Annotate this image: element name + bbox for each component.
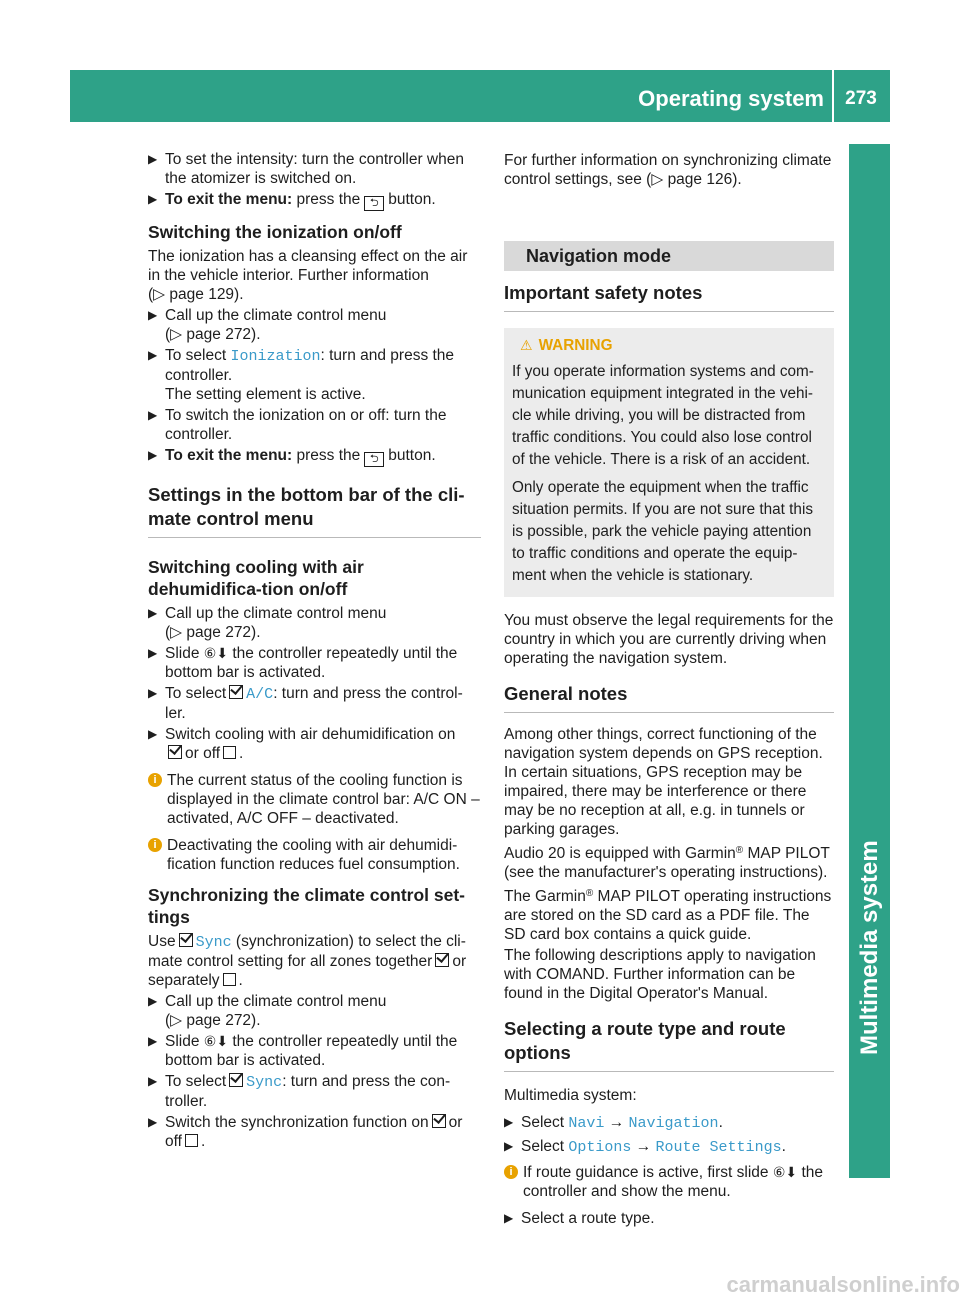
paragraph: Multimedia system: xyxy=(504,1087,637,1104)
arrow-icon: ▶ xyxy=(148,192,158,206)
step: ▶ Slide ⑥⬇ the controller repeatedly until the bottom bar is activated. xyxy=(148,1033,458,1069)
warning-icon: ⚠ xyxy=(520,337,533,353)
step: ▶ Call up the climate control menu (▷ page 272). xyxy=(148,307,387,343)
info-icon: i xyxy=(148,838,162,852)
step: ▶ Call up the climate control menu (▷ page 272). xyxy=(148,605,387,641)
step: ▶ To exit the menu: press the ⮌ button. xyxy=(148,191,436,209)
ref-icon: ▷ xyxy=(170,624,183,641)
ref-icon: ▷ xyxy=(170,326,183,343)
heading-sync: Synchronizing the climate control set-tings xyxy=(148,885,465,927)
ref-icon: ▷ xyxy=(153,286,166,303)
step: ▶ To set the intensity: turn the controller when the atomizer is switched on. xyxy=(148,151,464,187)
side-tab-label: Multimedia system xyxy=(856,840,883,1055)
paragraph: The Garmin® MAP PILOT operating instructions are stored on the SD card as a PDF file. The SD card box contains a quick guide. xyxy=(504,888,832,943)
header-divider xyxy=(832,70,834,122)
warning-text: If you operate information systems and com-munication equipment integrated in the vehi-cle while driving, you will be distracted from traffic conditions. You could also lose control of the vehicle. There is a risk of an accident. xyxy=(512,363,814,468)
heading-general: General notes xyxy=(504,682,834,713)
watermark: carmanualsonline.info xyxy=(726,1272,960,1297)
arrow-icon: ▶ xyxy=(148,994,158,1008)
info-icon: i xyxy=(148,773,162,787)
heading-bottom-bar: Settings in the bottom bar of the cli-mate control menu xyxy=(148,483,481,538)
heading-cooling: Switching cooling with air dehumidifica-tion on/off xyxy=(148,557,364,599)
menu-item-navi: Navi xyxy=(568,1115,605,1132)
arrow-icon: ▶ xyxy=(148,1074,158,1088)
heading-safety: Important safety notes xyxy=(504,281,834,312)
controller-slide-icon: ⑥⬇ xyxy=(203,1033,229,1049)
checkbox-empty-icon xyxy=(223,973,236,986)
checkbox-checked-icon xyxy=(432,1114,446,1128)
paragraph: You must observe the legal requirements for the country in which you are currently driving when operating the navigation system. xyxy=(504,612,834,667)
menu-item-sync: Sync xyxy=(195,934,232,951)
arrow-icon: ▶ xyxy=(148,646,158,660)
arrow-icon: ▶ xyxy=(148,152,158,166)
step: ▶ To select A/C: turn and press the control-ler. xyxy=(148,685,463,722)
paragraph: Audio 20 is equipped with Garmin® MAP PILOT (see the manufacturer's operating instructions). xyxy=(504,845,830,881)
step: ▶ To switch the ionization on or off: turn the controller. xyxy=(148,407,447,443)
menu-item-options: Options xyxy=(568,1139,632,1156)
arrow-icon: ▶ xyxy=(148,308,158,322)
menu-item-ionization: Ionization xyxy=(230,348,321,365)
arrow-icon: ▶ xyxy=(148,408,158,422)
section-title: Operating system xyxy=(638,86,824,111)
arrow-icon: ▶ xyxy=(148,727,158,741)
ref-icon: ▷ xyxy=(170,1012,183,1029)
menu-item-navigation: Navigation xyxy=(628,1115,719,1132)
controller-slide-icon: ⑥⬇ xyxy=(203,645,229,661)
step: ▶ Select Options → Route Settings. xyxy=(504,1138,786,1156)
page-number: 273 xyxy=(845,88,877,109)
arrow-icon: ▶ xyxy=(148,606,158,620)
checkbox-checked-icon xyxy=(229,1073,243,1087)
checkbox-checked-icon xyxy=(229,685,243,699)
step: ▶ Slide ⑥⬇ the controller repeatedly until the bottom bar is activated. xyxy=(148,645,458,681)
step: ▶ To select Ionization: turn and press the controller. The setting element is active. xyxy=(148,347,455,403)
checkbox-checked-icon xyxy=(168,745,182,759)
paragraph: For further information on synchronizing climate control settings, see (▷ page 126). xyxy=(504,152,832,188)
step: ▶ Select Navi → Navigation. xyxy=(504,1114,723,1132)
warning-header: ⚠ WARNING xyxy=(520,337,613,354)
arrow-right-icon: → xyxy=(635,1138,652,1155)
step: ▶ To exit the menu: press the ⮌ button. xyxy=(148,447,436,465)
menu-item-route-settings: Route Settings xyxy=(655,1139,782,1156)
arrow-icon: ▶ xyxy=(504,1115,514,1129)
right-column xyxy=(504,151,834,1230)
checkbox-empty-icon xyxy=(223,746,236,759)
info-note: i Deactivating the cooling with air dehumidi-fication function reduces fuel consumption. xyxy=(148,836,481,874)
paragraph: Use Sync (synchronization) to select the cli-mate control setting for all zones together or separately . xyxy=(148,933,467,989)
step: ▶ Switch cooling with air dehumidification on or off . xyxy=(148,726,456,762)
section-banner: Navigation mode xyxy=(504,241,834,271)
step: ▶ Call up the climate control menu (▷ page 272). xyxy=(148,993,387,1029)
info-note: i The current status of the cooling function is displayed in the climate control bar: A/C ON – activated, A/C OFF – deactivated. xyxy=(148,771,481,828)
heading-ionization: Switching the ionization on/off xyxy=(148,222,402,242)
step: ▶ Select a route type. xyxy=(504,1210,655,1227)
paragraph: The following descriptions apply to navigation with COMAND. Further information can be found in the Digital Operator's Manual. xyxy=(504,947,816,1002)
info-icon: i xyxy=(504,1165,518,1179)
checkbox-empty-icon xyxy=(185,1134,198,1147)
menu-item-ac: A/C xyxy=(246,686,274,703)
arrow-right-icon: → xyxy=(608,1114,625,1131)
ref-icon: ▷ xyxy=(651,171,664,188)
info-note: i If route guidance is active, first slide ⑥⬇ the controller and show the menu. xyxy=(504,1163,834,1201)
paragraph: The ionization has a cleansing effect on the air in the vehicle interior. Further information (▷ page 129). xyxy=(148,248,468,303)
controller-slide-icon: ⑥⬇ xyxy=(772,1164,798,1180)
checkbox-checked-icon xyxy=(435,953,449,967)
arrow-icon: ▶ xyxy=(148,348,158,362)
paragraph: Among other things, correct functioning of the navigation system depends on GPS reception. In certain situations, GPS reception may be impaired, there may be interference or there may be no reception at all, e.g. in tunnels or parking garages. xyxy=(504,726,823,838)
step: ▶ To select Sync: turn and press the con-troller. xyxy=(148,1073,451,1110)
arrow-icon: ▶ xyxy=(148,1034,158,1048)
arrow-icon: ▶ xyxy=(504,1139,514,1153)
arrow-icon: ▶ xyxy=(148,448,158,462)
warning-text: Only operate the equipment when the traffic situation permits. If you are not sure that this is possible, park the vehicle paying attention to traffic conditions and operate the equip-ment when the vehicle is stationary. xyxy=(512,479,813,584)
heading-route: Selecting a route type and route options xyxy=(504,1017,834,1072)
back-button-icon: ⮌ xyxy=(364,196,384,211)
menu-item-sync: Sync xyxy=(246,1074,283,1091)
warning-box xyxy=(504,328,834,597)
arrow-icon: ▶ xyxy=(148,686,158,700)
arrow-icon: ▶ xyxy=(504,1211,514,1225)
checkbox-checked-icon xyxy=(179,933,193,947)
step: ▶ Switch the synchronization function on or off . xyxy=(148,1114,463,1150)
arrow-icon: ▶ xyxy=(148,1115,158,1129)
back-button-icon: ⮌ xyxy=(364,452,384,467)
left-column xyxy=(148,150,481,1153)
